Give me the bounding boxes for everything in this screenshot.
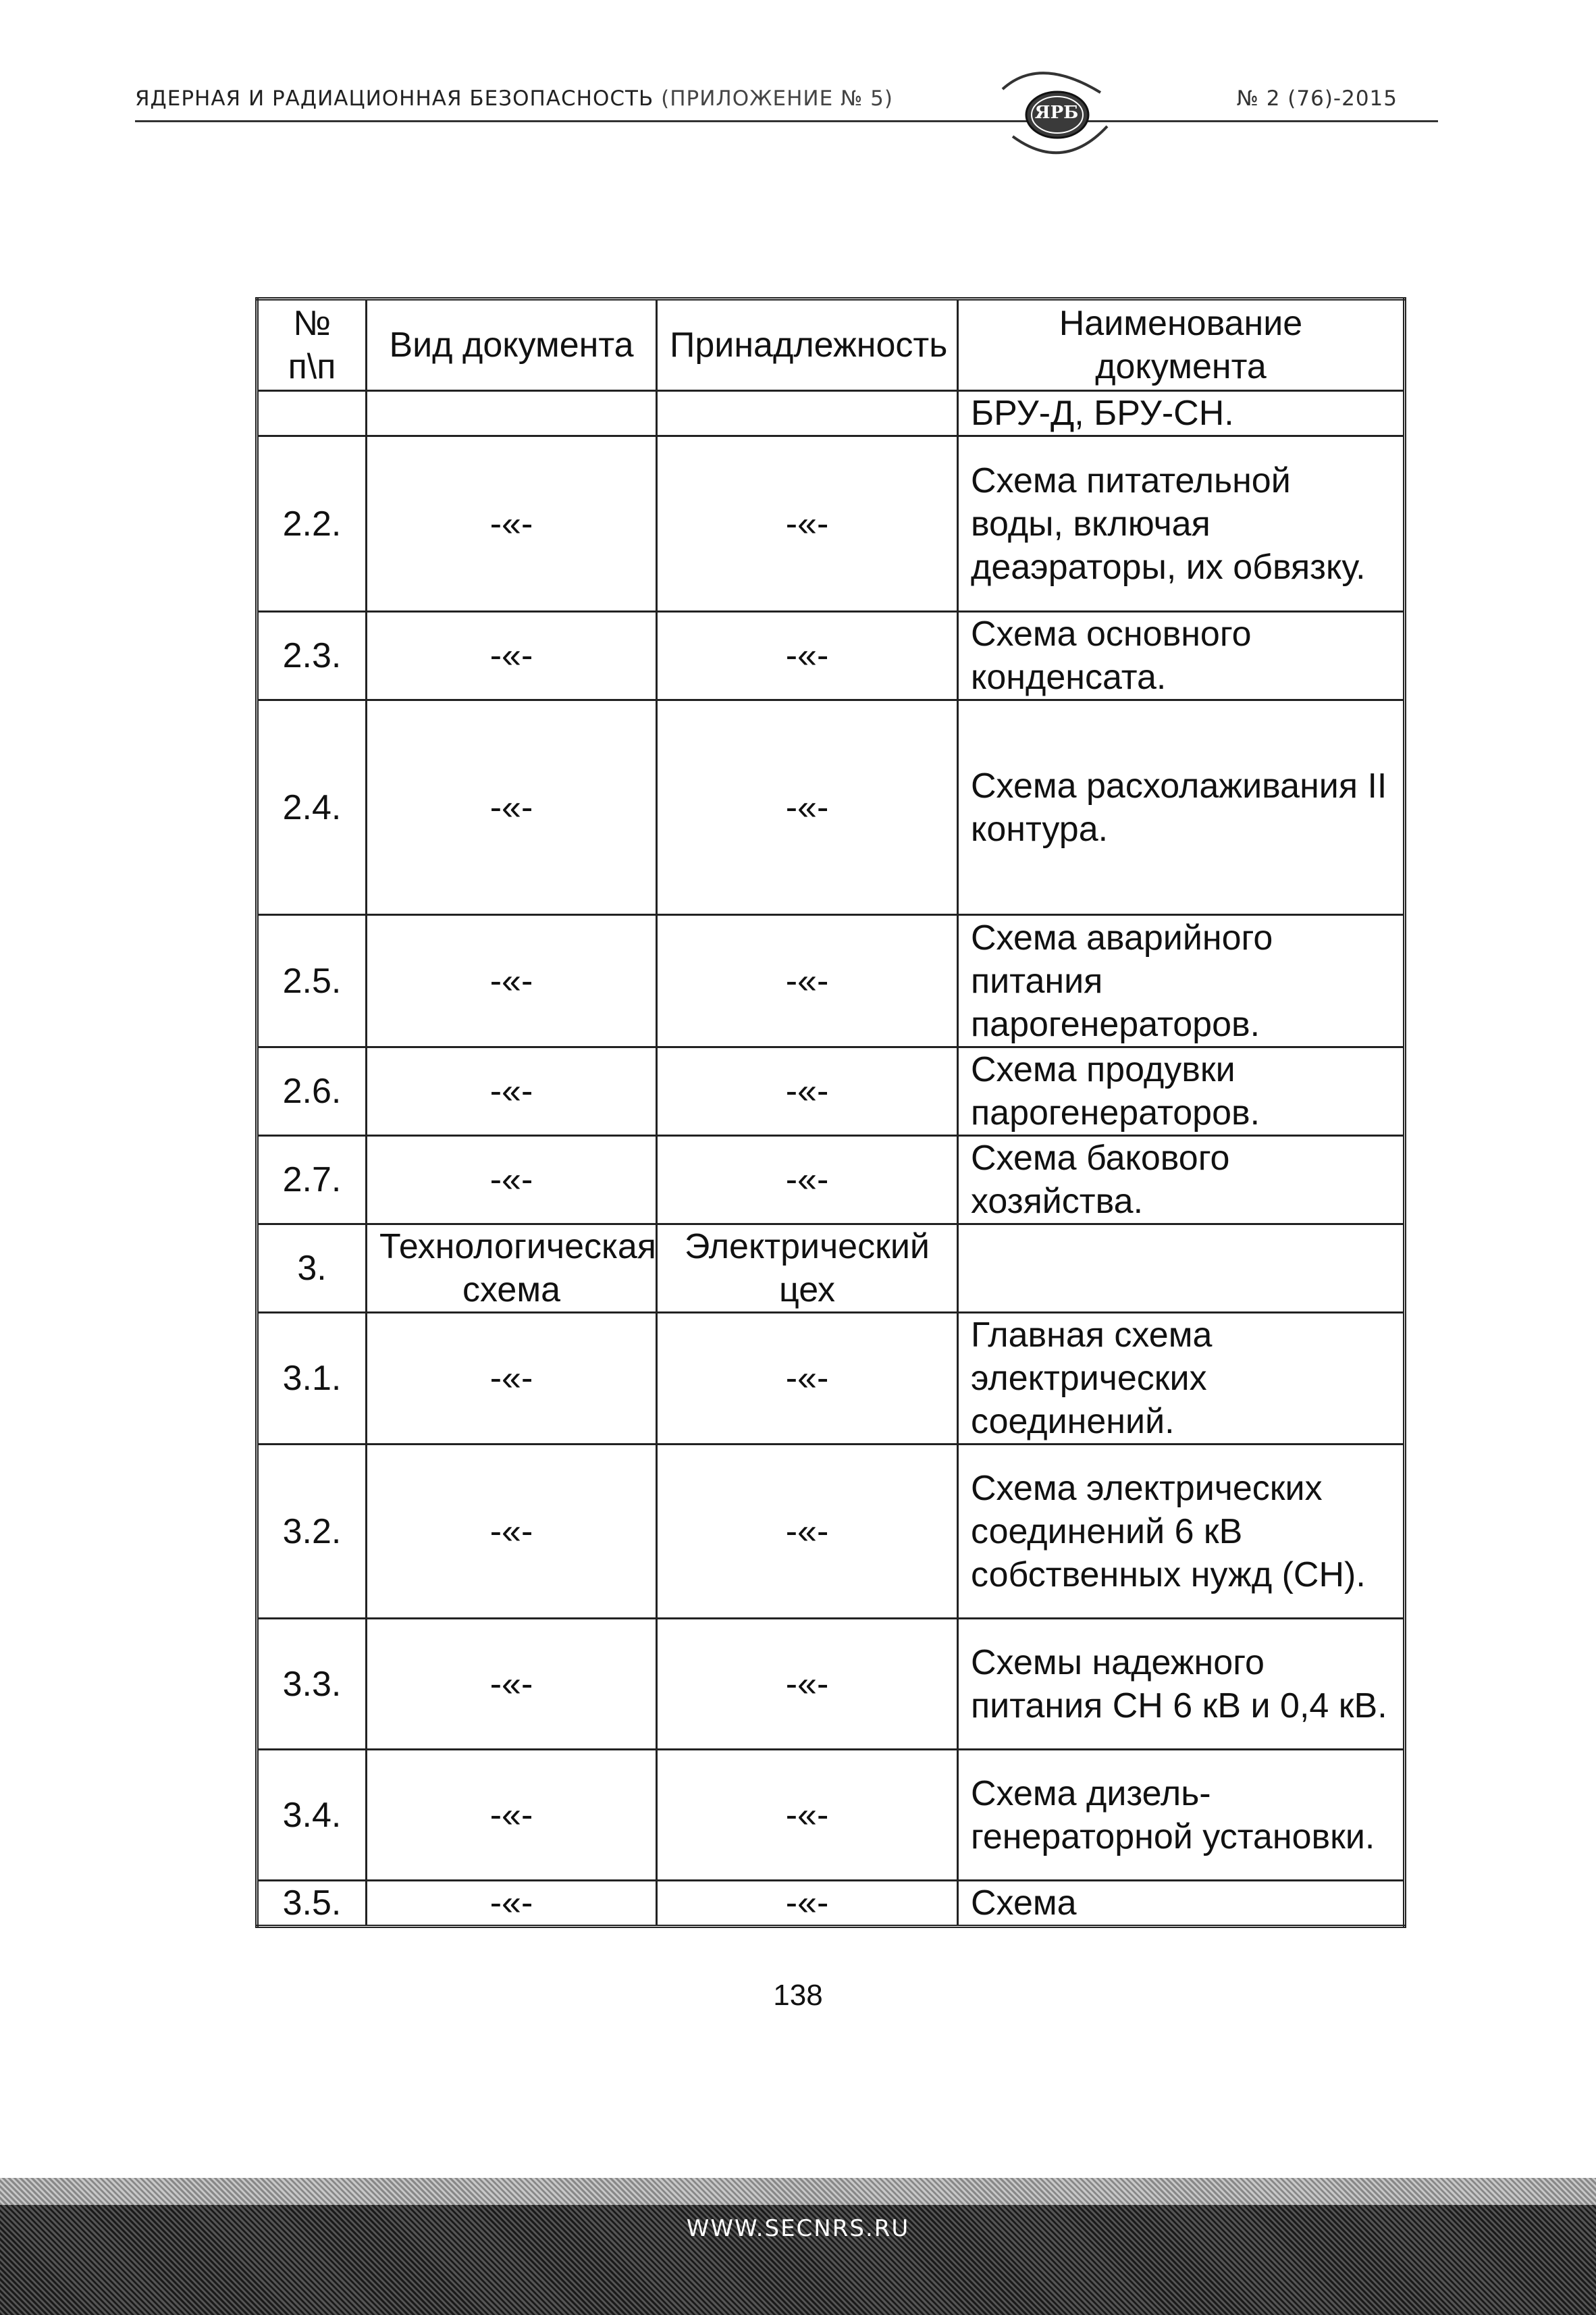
appendix-label: (ПРИЛОЖЕНИЕ № 5) (661, 86, 893, 111)
table-row (257, 436, 1405, 612)
page-number: 138 (773, 1979, 823, 2012)
table-row (257, 700, 1405, 915)
logo-lettering: ЯРБ (1034, 103, 1079, 123)
table-row (257, 1619, 1405, 1750)
cell-owner: -«- (657, 612, 958, 700)
header-num: № п\п (257, 299, 367, 391)
cell-num: 3. (257, 1224, 367, 1313)
cell-kind: -«- (367, 1750, 657, 1881)
cell-num: 2.3. (257, 612, 367, 700)
cell-owner: Электрический цех (657, 1224, 958, 1313)
header-kind: Вид документа (367, 299, 657, 391)
cell-num: 2.5. (257, 915, 367, 1047)
cell-name: Схема основного конденсата. (958, 612, 1405, 700)
table-row (257, 1881, 1405, 1927)
cell-kind: -«- (367, 436, 657, 612)
cell-num: 3.4. (257, 1750, 367, 1881)
table-row (257, 1136, 1405, 1224)
cell-kind: -«- (367, 1881, 657, 1927)
footer-band-highlight (0, 2178, 1596, 2205)
cell-name (958, 1224, 1405, 1313)
header-rule (135, 120, 1438, 122)
header-owner: Принадлежность (657, 299, 958, 391)
cell-name: Схема электрических соединений 6 кВ собственных нужд (СН). (958, 1445, 1405, 1619)
cell-kind: -«- (367, 1619, 657, 1750)
cell-name: Схема дизель-генераторной установки. (958, 1750, 1405, 1881)
table-row (257, 1750, 1405, 1881)
table-row (257, 915, 1405, 1047)
table-row (257, 391, 1405, 436)
cell-owner: -«- (657, 700, 958, 915)
cell-kind: -«- (367, 612, 657, 700)
cell-owner (657, 391, 958, 436)
cell-name: Схема питательной воды, включая деаэраторы, их обвязку. (958, 436, 1405, 612)
table-header-row (257, 299, 1405, 391)
table-row (257, 1445, 1405, 1619)
cell-name: Схема продувки парогенераторов. (958, 1047, 1405, 1136)
table-row (257, 1313, 1405, 1445)
header-name: Наименование документа (958, 299, 1405, 391)
cell-name: Главная схема электрических соединений. (958, 1313, 1405, 1445)
cell-name: Схема расхолаживания II контура. (958, 700, 1405, 915)
cell-owner: -«- (657, 1445, 958, 1619)
cell-kind: -«- (367, 700, 657, 915)
document-list-table (255, 297, 1406, 1928)
cell-kind: -«- (367, 1313, 657, 1445)
issue-number: № 2 (76)-2015 (1236, 86, 1398, 111)
cell-num: 3.3. (257, 1619, 367, 1750)
cell-owner: -«- (657, 1136, 958, 1224)
table-row (257, 612, 1405, 700)
cell-num: 2.4. (257, 700, 367, 915)
cell-num: 2.7. (257, 1136, 367, 1224)
cell-name: Схема аварийного питания парогенераторов. (958, 915, 1405, 1047)
cell-name: Схема (958, 1881, 1405, 1927)
cell-name: Схема бакового хозяйства. (958, 1136, 1405, 1224)
cell-kind: -«- (367, 1136, 657, 1224)
table-row (257, 1047, 1405, 1136)
journal-title: ЯДЕРНАЯ И РАДИАЦИОННАЯ БЕЗОПАСНОСТЬ (ПРИЛОЖЕНИЕ № 5) (135, 86, 893, 111)
cell-num: 3.2. (257, 1445, 367, 1619)
cell-owner: -«- (657, 1881, 958, 1927)
cell-kind: -«- (367, 1047, 657, 1136)
cell-name: Схемы надежного питания СН 6 кВ и 0,4 кВ. (958, 1619, 1405, 1750)
cell-kind: -«- (367, 915, 657, 1047)
cell-num: 3.1. (257, 1313, 367, 1445)
cell-kind: Технологическая схема (367, 1224, 657, 1313)
cell-kind (367, 391, 657, 436)
footer-url: WWW.SECNRS.RU (686, 2215, 910, 2242)
cell-num: 2.6. (257, 1047, 367, 1136)
cell-num: 2.2. (257, 436, 367, 612)
cell-num (257, 391, 367, 436)
cell-owner: -«- (657, 1619, 958, 1750)
cell-kind: -«- (367, 1445, 657, 1619)
cell-owner: -«- (657, 1750, 958, 1881)
cell-owner: -«- (657, 1313, 958, 1445)
cell-owner: -«- (657, 1047, 958, 1136)
cell-num: 3.5. (257, 1881, 367, 1927)
cell-owner: -«- (657, 436, 958, 612)
table-row (257, 1224, 1405, 1313)
cell-name: БРУ-Д, БРУ-СН. (958, 391, 1405, 436)
cell-owner: -«- (657, 915, 958, 1047)
